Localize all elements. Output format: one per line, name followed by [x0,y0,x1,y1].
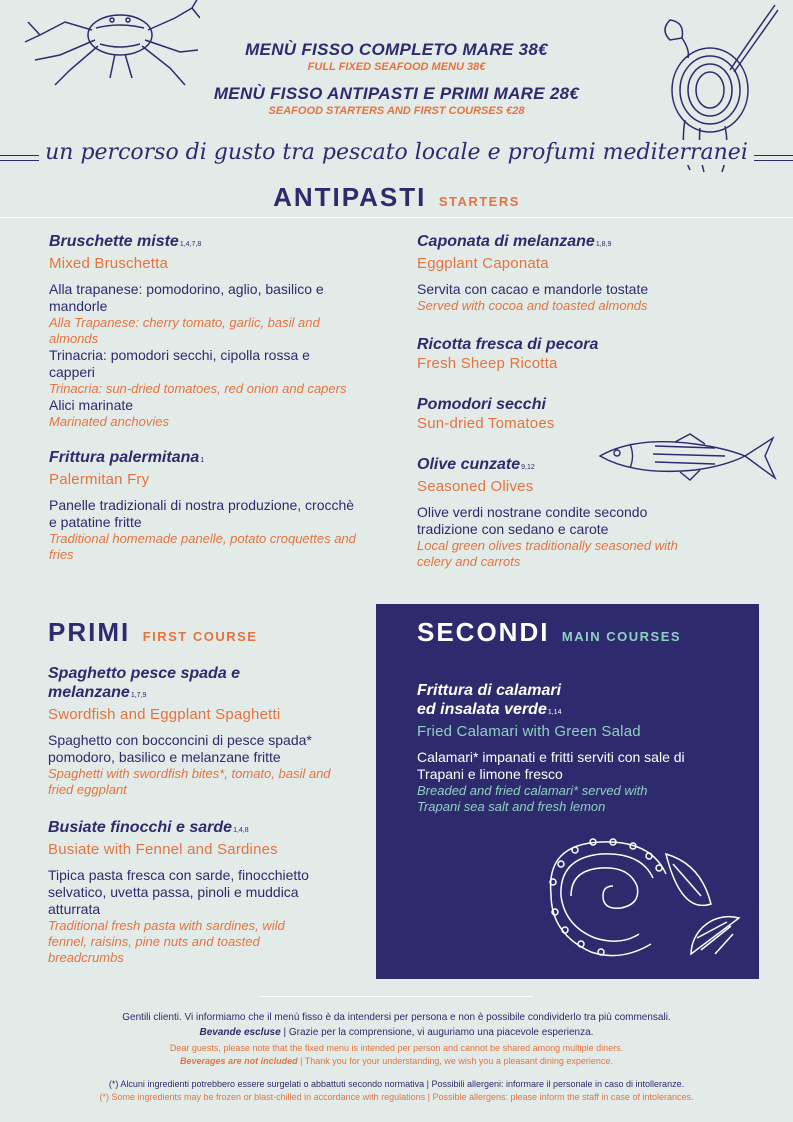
primi-subtitle: FIRST COURSE [142,629,258,644]
dish-name-en: Mixed Bruschetta [49,255,169,272]
desc-en: Spaghetti with swordfish bites*, tomato, basil and fried eggplant [48,766,331,797]
allergens: 9,12 [521,464,535,471]
footer-notice-en: Dear guests, please note that the fixed menu is intended per person and cannot be shared among multiple diners. [169,1043,624,1053]
allergens: 1,4,8 [233,827,249,834]
tagline [0,140,793,172]
desc-en: Traditional homemade panelle, potato croquettes and fries [49,531,356,562]
footer-allergen-note-en: (*) Some ingredients may be frozen or blast-chilled in accordance with regulations | Possible allergens: please inform the staff in case of intolerances. [99,1092,694,1102]
allergens: 1,4,7,8 [179,241,202,248]
antipasti-divider [0,217,793,218]
footer-thanks-en: | Thank you for your understanding, we wish you a pleasant dining experience. [297,1056,613,1066]
antipasti-header [0,182,793,213]
dish-name-en: Eggplant Caponata [417,255,549,272]
desc-it: Alla trapanese: pomodorino, aglio, basilico e mandorle [49,281,324,314]
secondi-subtitle: MAIN COURSES [561,629,682,644]
dish-name-line1: Frittura di calamari [417,682,562,699]
dish-ricotta [417,335,717,373]
tagline-text: un percorso di gusto tra pescato locale e profumi mediterranei [39,140,754,165]
desc-it: Panelle tradizionali di nostra produzione, crocchè e patatine fritte [49,497,355,530]
desc-it: Trinacria: pomodori secchi, cipolla rossa e capperi [49,347,310,380]
dish-name-en: Swordfish and Eggplant Spaghetti [48,706,281,723]
desc-en: Marinated anchovies [49,414,169,429]
dish-name: Frittura palermitana [49,449,200,466]
secondi-header [417,617,681,648]
primi-column [48,664,358,966]
dish-name: Pomodori secchi [417,396,546,413]
secondi-panel [376,604,759,979]
dish-name: Olive cunzate [417,456,521,473]
desc-it: Servita con cacao e mandorle tostate [417,281,649,297]
desc-en: Alla Trapanese: cherry tomato, garlic, basil and almonds [49,315,320,346]
desc-it: Olive verdi nostrane condite secondo tradizione con sedano e carote [417,504,648,537]
desc-it: Spaghetto con bocconcini di pesce spada* pomodoro, basilico e melanzane fritte [48,732,312,765]
allergens: 1,14 [547,709,562,716]
desc-en: Breaded and fried calamari* served with Trapani sea salt and fresh lemon [417,783,648,814]
dish-pomodori-secchi [417,395,717,433]
dish-name-en: Fresh Sheep Ricotta [417,355,558,372]
footer-allergen-note-it: (*) Alcuni ingredienti potrebbero essere surgelati o abbattuti secondo normativa | Possibili allergeni: informare il personale in caso di intolleranze. [108,1079,685,1089]
allergens: 1,7,9 [130,692,147,699]
dish-spaghetto-pesce-spada [48,664,358,798]
footer [20,1010,773,1104]
primi-title: PRIMI [48,617,131,647]
footer-thanks-it: | Grazie per la comprensione, vi auguriamo una piacevole esperienza. [280,1027,594,1038]
dish-name-line1: Spaghetto pesce spada e [48,665,241,682]
dish-caponata [417,232,717,314]
dish-name-en: Palermitan Fry [49,471,150,488]
desc-en: Trinacria: sun-dried tomatoes, red onion and capers [49,381,347,396]
antipasti-left-column [49,232,359,563]
allergens: 1,8,9 [595,241,612,248]
dish-name-line2: ed insalata verde [417,701,547,718]
beverages-excluded-en: Beverages are not included [180,1056,298,1066]
menu2-title: MENÙ FISSO ANTIPASTI E PRIMI MARE 28€ [213,84,580,103]
fish-icon [595,432,780,484]
antipasti-title: ANTIPASTI [273,182,427,212]
dish-name-en: Sun-dried Tomatoes [417,415,555,432]
footer-notice-it: Gentili clienti. Vi informiamo che il menù fisso è da intendersi per persona e non è possibile condividerlo tra più commensali. [122,1012,671,1023]
footer-divider [260,996,533,997]
dish-name: Caponata di melanzane [417,233,595,250]
primi-header [48,617,257,648]
dish-frittura-calamari [417,681,727,815]
menu2-subtitle: SEAFOOD STARTERS AND FIRST COURSES €28 [268,105,525,117]
footer-notice-it-2 [20,1025,773,1040]
menu1-subtitle: FULL FIXED SEAFOOD MENU 38€ [307,61,486,73]
desc-it: Tipica pasta fresca con sarde, finocchietto selvatico, uvetta passa, pinoli e muddica atturrata [48,867,309,917]
dish-name-en: Busiate with Fennel and Sardines [48,841,278,858]
secondi-title: SECONDI [417,617,550,647]
desc-it: Calamari* impanati e fritti serviti con sale di Trapani e limone fresco [417,749,685,782]
allergens: 1 [200,457,205,464]
dish-frittura-palermitana [49,448,359,563]
dish-name-en: Fried Calamari with Green Salad [417,723,641,740]
dish-name-line2: melanzane [48,684,130,701]
antipasti-subtitle: STARTERS [438,194,520,209]
antipasti-right-column [417,232,717,570]
dish-bruschette [49,232,359,430]
octopus-lemon-icon [541,834,741,964]
dish-busiate [48,818,358,966]
dish-name: Ricotta fresca di pecora [417,336,599,353]
dish-name-en: Seasoned Olives [417,478,534,495]
dish-name: Bruschette miste [49,233,179,250]
footer-notice-en-2 [20,1055,773,1068]
menu1-title: MENÙ FISSO COMPLETO MARE 38€ [245,40,548,59]
desc-en: Traditional fresh pasta with sardines, wild fennel, raisins, pine nuts and toasted breadcrumbs [48,918,285,965]
desc-en: Served with cocoa and toasted almonds [417,298,648,313]
beverages-excluded-it: Bevande escluse [199,1027,281,1038]
desc-en: Local green olives traditionally seasoned with celery and carrots [417,538,678,569]
desc-it: Alici marinate [49,397,134,413]
dish-name: Busiate finocchi e sarde [48,819,233,836]
